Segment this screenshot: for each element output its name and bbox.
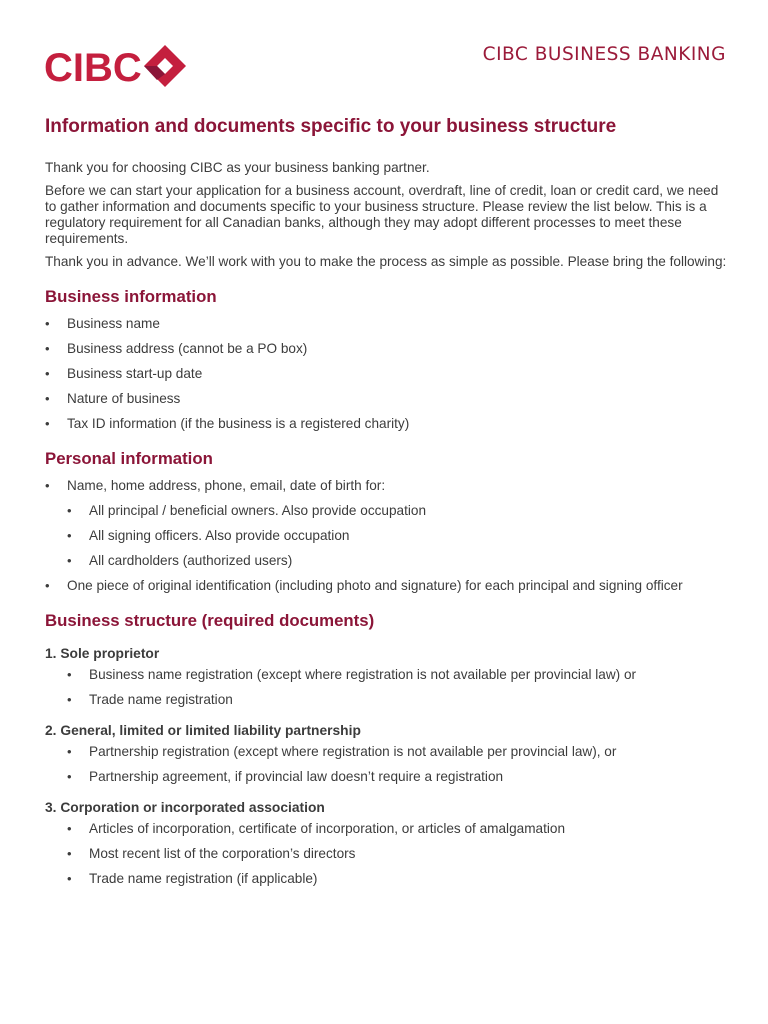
list-item: • All cardholders (authorized users) bbox=[67, 553, 727, 569]
intro-paragraph-3: Thank you in advance. We’ll work with you to make the process as simple as possible. Please bring the following: bbox=[45, 254, 727, 269]
page-header bbox=[44, 44, 726, 88]
brand-label: CIBC BUSINESS BANKING bbox=[482, 44, 726, 65]
intro-paragraph-1: Thank you for choosing CIBC as your business banking partner. bbox=[45, 160, 430, 175]
list-item: • Business start-up date bbox=[45, 366, 727, 382]
list-item: • Tax ID information (if the business is a registered charity) bbox=[45, 416, 727, 432]
personal-info-list-2 bbox=[45, 578, 727, 594]
structure-heading: Business structure (required documents) bbox=[45, 611, 375, 630]
list-item: • Business name registration (except where registration is not available per provincial law) or bbox=[67, 667, 727, 683]
list-item: • Most recent list of the corporation’s directors bbox=[67, 846, 727, 862]
list-item: • Trade name registration bbox=[67, 692, 727, 708]
partnership-list bbox=[45, 744, 727, 785]
intro-paragraph-2: Before we can start your application for a business account, overdraft, line of credit, loan or credit card, we need to gather information and documents specific to your business structure. Please review the list below. This is a regulatory requirement for all Canadian banks, although they may adopt different processes to meet these requirements. bbox=[45, 183, 719, 246]
cibc-logo bbox=[44, 44, 189, 88]
section-title-sole-proprietor: 1. Sole proprietor bbox=[45, 646, 160, 661]
corporation-list bbox=[45, 821, 727, 887]
diamond-icon bbox=[144, 45, 186, 87]
list-item: • All principal / beneficial owners. Also provide occupation bbox=[67, 503, 727, 519]
list-item: • One piece of original identification (including photo and signature) for each principal and signing officer bbox=[45, 578, 727, 594]
personal-info-sublist bbox=[45, 503, 727, 569]
section-title-corporation: 3. Corporation or incorporated association bbox=[45, 800, 325, 815]
list-item: • Partnership agreement, if provincial law doesn’t require a registration bbox=[67, 769, 727, 785]
sole-proprietor-list bbox=[45, 667, 727, 708]
personal-info-list bbox=[45, 478, 727, 494]
personal-info-heading: Personal information bbox=[45, 449, 213, 468]
section-title-partnership: 2. General, limited or limited liability partnership bbox=[45, 723, 361, 738]
list-item: • Business name bbox=[45, 316, 727, 332]
business-info-heading: Business information bbox=[45, 287, 217, 306]
list-item: • Nature of business bbox=[45, 391, 727, 407]
list-item: • Business address (cannot be a PO box) bbox=[45, 341, 727, 357]
list-item: • Trade name registration (if applicable) bbox=[67, 871, 727, 887]
document-body bbox=[45, 116, 727, 896]
business-info-list bbox=[45, 316, 727, 432]
cibc-logo-text: CIBC bbox=[44, 46, 142, 88]
list-item: • Articles of incorporation, certificate of incorporation, or articles of amalgamation bbox=[67, 821, 727, 837]
page-title: Information and documents specific to your business structure bbox=[45, 116, 617, 137]
list-item: • Name, home address, phone, email, date of birth for: bbox=[45, 478, 727, 494]
list-item: • All signing officers. Also provide occupation bbox=[67, 528, 727, 544]
list-item: • Partnership registration (except where registration is not available per provincial law), or bbox=[67, 744, 727, 760]
